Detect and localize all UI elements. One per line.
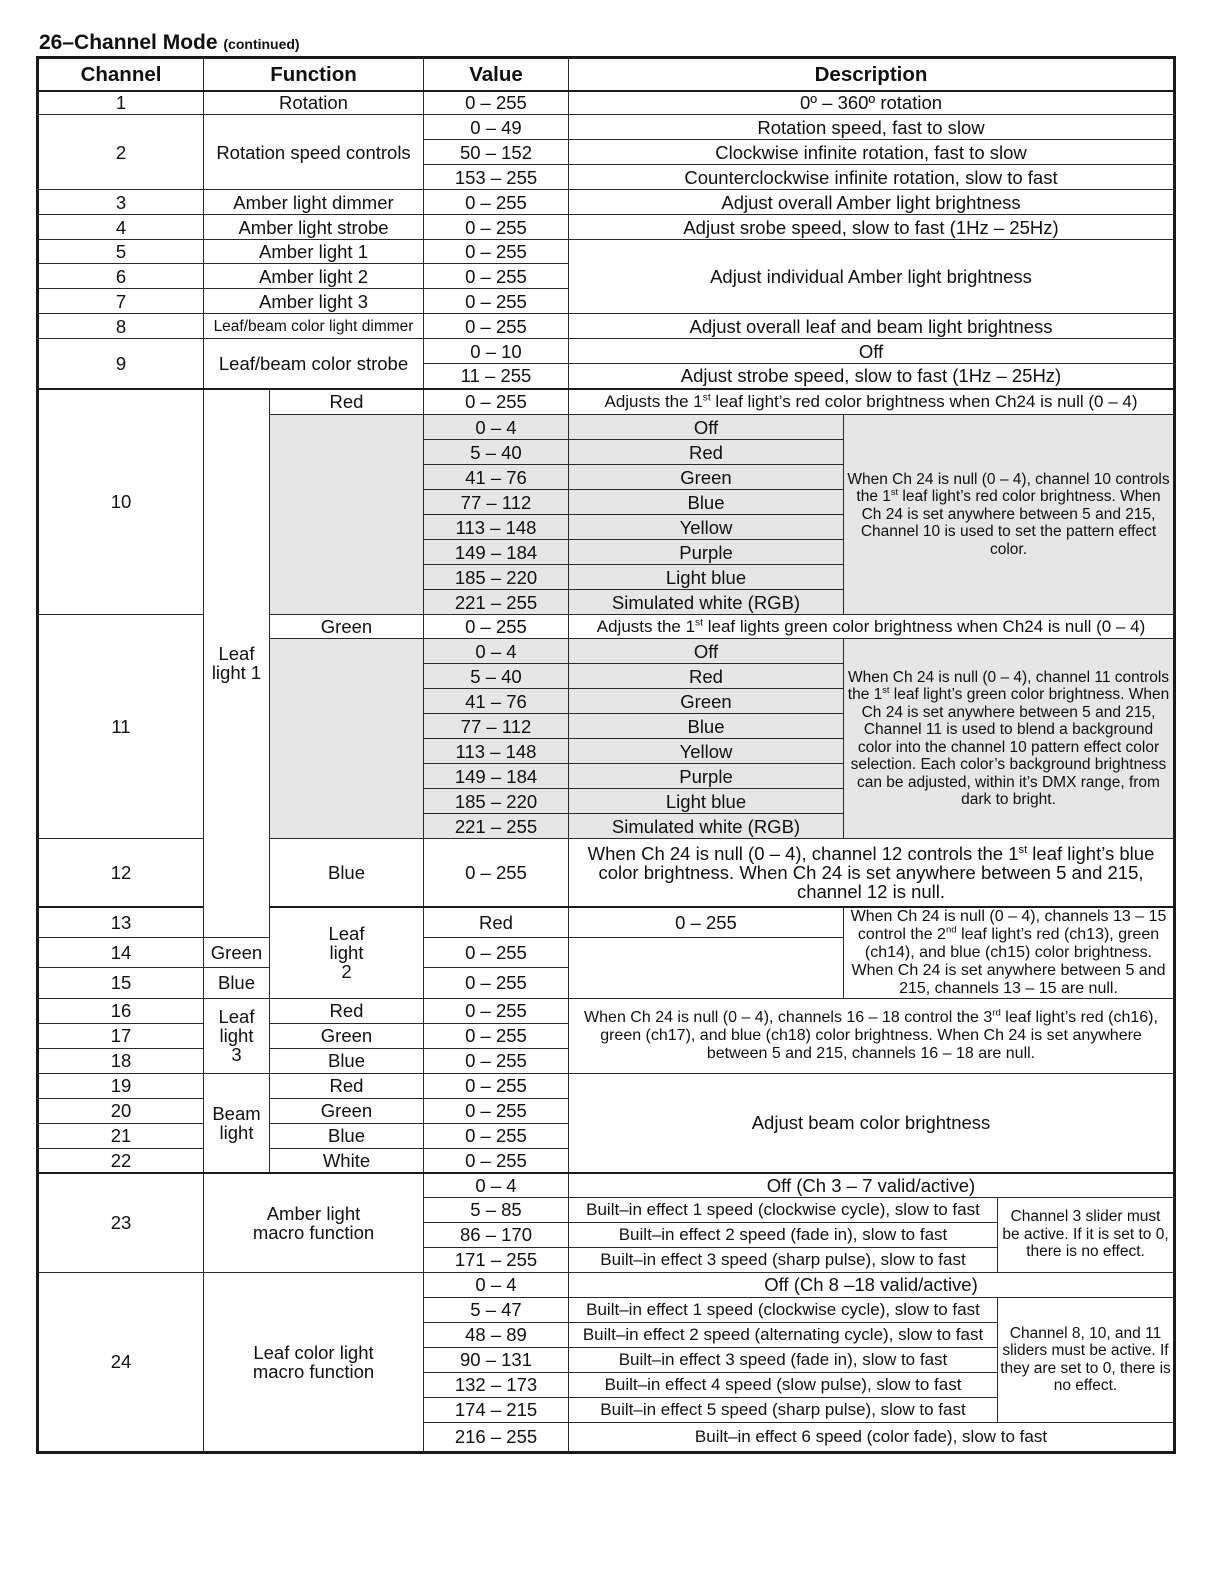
value-cell: 11 – 255 <box>424 364 569 389</box>
table-row <box>38 190 1175 215</box>
value-cell: 50 – 152 <box>424 140 569 165</box>
value-cell: 113 – 148 <box>424 739 569 764</box>
description-cell: Adjust overall Amber light brightness <box>569 190 1175 215</box>
ordinal-suffix: nd <box>945 924 957 936</box>
description-text: When Ch 24 is null (0 – 4), channel 12 controls the 1 <box>587 842 1019 864</box>
group-label: 2 <box>341 961 352 982</box>
color-cell: Green <box>204 937 270 968</box>
table-row <box>38 215 1175 240</box>
value-cell: 0 – 4 <box>424 415 569 440</box>
note-cell: Channel 8, 10, and 11 sliders must be active. If they are set to 0, there is no effect. <box>998 1297 1175 1422</box>
description-cell: Built–in effect 4 speed (slow pulse), slow to fast <box>569 1372 998 1397</box>
value-cell: 221 – 255 <box>424 590 569 615</box>
color-name-cell: Light blue <box>569 789 844 814</box>
function-cell: Rotation speed controls <box>204 115 424 190</box>
value-cell: 132 – 173 <box>424 1372 569 1397</box>
description-cell: Built–in effect 3 speed (fade in), slow to fast <box>569 1347 998 1372</box>
table-row <box>38 389 1175 415</box>
description-cell: Built–in effect 6 speed (color fade), slow to fast <box>569 1422 1175 1452</box>
color-cell: Red <box>270 389 424 415</box>
table-row <box>38 1073 1175 1098</box>
value-cell: 0 – 10 <box>424 339 569 364</box>
channel-cell: 17 <box>38 1023 204 1048</box>
value-cell: 0 – 255 <box>424 839 569 907</box>
function-cell: Leaf/beam color light dimmer <box>204 314 424 339</box>
description-cell <box>569 839 1175 907</box>
channel-cell: 1 <box>38 91 204 115</box>
description-text: When Ch 24 is null (0 – 4), channels 16 – 18 control the 3 <box>584 1008 993 1026</box>
color-name-cell: Red <box>569 664 844 689</box>
group-label: light <box>329 942 364 963</box>
color-name-cell: Green <box>569 465 844 490</box>
value-cell: 185 – 220 <box>424 789 569 814</box>
color-cell: Blue <box>270 1048 424 1073</box>
note-text: When Ch 24 is null (0 – 4), channel 11 controls the 1 <box>847 668 1170 703</box>
beam-light-group <box>204 1073 270 1173</box>
color-name-cell: Yellow <box>569 739 844 764</box>
header-value: Value <box>424 58 569 91</box>
color-name-cell: Green <box>569 689 844 714</box>
table-row <box>38 998 1175 1023</box>
table-row <box>38 115 1175 140</box>
note-cell <box>844 639 1175 839</box>
channel-cell: 4 <box>38 215 204 240</box>
group-label: Leaf <box>218 643 255 664</box>
header-channel: Channel <box>38 58 204 91</box>
value-cell: 0 – 255 <box>424 1023 569 1048</box>
color-cell: Red <box>270 1073 424 1098</box>
group-label: light <box>219 1025 254 1046</box>
value-cell: 0 – 255 <box>424 998 569 1023</box>
value-cell: 0 – 255 <box>424 615 569 639</box>
description-cell: Built–in effect 3 speed (sharp pulse), slow to fast <box>569 1247 998 1272</box>
value-cell: 0 – 255 <box>424 91 569 115</box>
description-cell: Adjust strobe speed, slow to fast (1Hz – 25Hz) <box>569 364 1175 389</box>
blank-shaded-cell <box>270 639 424 839</box>
blank-shaded-cell <box>270 415 424 615</box>
color-name-cell: Blue <box>569 714 844 739</box>
description-cell: Adjust beam color brightness <box>569 1073 1175 1173</box>
channel-cell: 7 <box>38 289 204 314</box>
value-cell: 0 – 49 <box>424 115 569 140</box>
value-cell: 153 – 255 <box>424 165 569 190</box>
value-cell: 48 – 89 <box>424 1322 569 1347</box>
value-cell: 0 – 255 <box>424 215 569 240</box>
function-cell: Amber light 2 <box>204 264 424 289</box>
channel-cell: 15 <box>38 968 204 999</box>
description-cell: Off <box>569 339 1175 364</box>
group-label: 3 <box>231 1044 242 1065</box>
description-cell <box>569 998 1175 1073</box>
value-cell: 5 – 85 <box>424 1197 569 1222</box>
description-text: leaf light’s red color brightness when Ch24 is null (0 – 4) <box>710 392 1138 412</box>
color-name-cell: Purple <box>569 764 844 789</box>
color-name-cell: Simulated white (RGB) <box>569 590 844 615</box>
function-cell: Amber light dimmer <box>204 190 424 215</box>
value-cell: 0 – 255 <box>424 190 569 215</box>
value-cell: 90 – 131 <box>424 1347 569 1372</box>
channel-cell: 14 <box>38 937 204 968</box>
description-cell: Built–in effect 2 speed (fade in), slow to fast <box>569 1222 998 1247</box>
description-cell: Adjust srobe speed, slow to fast (1Hz – 25Hz) <box>569 215 1175 240</box>
dmx-channel-table <box>36 56 1176 1454</box>
description-text: Adjusts the 1 <box>596 617 696 636</box>
color-cell: Blue <box>204 968 270 999</box>
function-text: Amber light <box>266 1202 361 1224</box>
channel-cell: 11 <box>38 615 204 839</box>
description-cell: 0º – 360º rotation <box>569 91 1175 115</box>
function-cell <box>204 1272 424 1452</box>
value-cell: 0 – 255 <box>424 1148 569 1173</box>
channel-cell: 2 <box>38 115 204 190</box>
description-cell: Built–in effect 2 speed (alternating cycle), slow to fast <box>569 1322 998 1347</box>
color-cell: White <box>270 1148 424 1173</box>
value-cell: 86 – 170 <box>424 1222 569 1247</box>
value-cell: 77 – 112 <box>424 490 569 515</box>
function-cell: Rotation <box>204 91 424 115</box>
note-text: leaf light’s green color brightness. When Ch 24 is set anywhere between 5 and 215, Channel 11 is used to blend a background color into the channel 10 pattern effect color selection. Each color’s background brightness can be adjusted, within it’s DMX range, from dark to bright. <box>850 686 1170 808</box>
channel-cell: 9 <box>38 339 204 389</box>
color-cell: Green <box>270 615 424 639</box>
channel-cell: 16 <box>38 998 204 1023</box>
ordinal-suffix: st <box>882 684 890 695</box>
value-cell: 216 – 255 <box>424 1422 569 1452</box>
color-cell: Blue <box>270 839 424 907</box>
description-cell: Rotation speed, fast to slow <box>569 115 1175 140</box>
description-text: leaf light’s red (ch13), green (ch14), and blue (ch15) color brightness. When Ch 24 is set anywhere between 5 and 215, channels 13 – 15 are null. <box>851 925 1166 997</box>
function-cell: Amber light strobe <box>204 215 424 240</box>
channel-cell: 18 <box>38 1048 204 1073</box>
value-cell: 0 – 4 <box>424 1173 569 1197</box>
color-name-cell: Simulated white (RGB) <box>569 814 844 839</box>
note-cell: Channel 3 slider must be active. If it is set to 0, there is no effect. <box>998 1197 1175 1272</box>
description-cell <box>844 907 1175 999</box>
group-label: light <box>219 1121 254 1143</box>
value-cell: 0 – 255 <box>424 240 569 264</box>
note-cell <box>844 415 1175 615</box>
description-text: When Ch 24 is null (0 – 4), channels 13 – 15 control the 2 <box>850 907 1167 943</box>
ordinal-suffix: st <box>695 617 703 629</box>
description-text: leaf light’s red (ch16), green (ch17), and blue (ch18) color brightness. When Ch 24 is set anywhere between 5 and 215, channels 16 – 18 are null. <box>600 1008 1158 1062</box>
value-cell: 171 – 255 <box>424 1247 569 1272</box>
ordinal-suffix: rd <box>992 1007 1001 1019</box>
value-cell: 174 – 215 <box>424 1397 569 1422</box>
description-cell: Built–in effect 1 speed (clockwise cycle), slow to fast <box>569 1197 998 1222</box>
value-cell: 0 – 4 <box>424 1272 569 1297</box>
ordinal-suffix: st <box>1018 843 1028 856</box>
value-cell: 0 – 255 <box>424 314 569 339</box>
function-text: Leaf color light <box>253 1341 374 1363</box>
color-name-cell: Yellow <box>569 515 844 540</box>
value-cell: 0 – 255 <box>424 289 569 314</box>
channel-cell: 8 <box>38 314 204 339</box>
value-cell: 5 – 40 <box>424 664 569 689</box>
value-cell: 0 – 255 <box>424 968 569 999</box>
color-name-cell: Light blue <box>569 565 844 590</box>
value-cell: 41 – 76 <box>424 689 569 714</box>
function-text: macro function <box>252 1360 375 1382</box>
value-cell: 77 – 112 <box>424 714 569 739</box>
description-cell: Adjust individual Amber light brightness <box>569 240 1175 314</box>
value-cell: 5 – 40 <box>424 440 569 465</box>
header-function: Function <box>204 58 424 91</box>
value-cell: 185 – 220 <box>424 565 569 590</box>
channel-cell: 21 <box>38 1123 204 1148</box>
function-cell <box>204 1173 424 1272</box>
function-cell: Amber light 3 <box>204 289 424 314</box>
value-cell: 0 – 255 <box>424 1098 569 1123</box>
header-description: Description <box>569 58 1175 91</box>
color-name-cell: Off <box>569 639 844 664</box>
color-cell: Blue <box>270 1123 424 1148</box>
value-cell: 0 – 255 <box>424 937 569 968</box>
color-name-cell: Purple <box>569 540 844 565</box>
description-text: leaf light’s blue color brightness. When Ch 24 is set anywhere between 5 and 215, channel 12 is null. <box>598 842 1155 902</box>
function-text: macro function <box>252 1221 375 1243</box>
page-title <box>39 31 300 55</box>
channel-cell: 10 <box>38 389 204 615</box>
color-cell: Green <box>270 1098 424 1123</box>
description-cell: Off (Ch 3 – 7 valid/active) <box>569 1173 1175 1197</box>
value-cell: 149 – 184 <box>424 764 569 789</box>
group-label: Leaf <box>328 923 365 944</box>
description-cell: Off (Ch 8 –18 valid/active) <box>569 1272 1175 1297</box>
description-cell: Clockwise infinite rotation, fast to slow <box>569 140 1175 165</box>
channel-cell: 5 <box>38 240 204 264</box>
description-cell: Counterclockwise infinite rotation, slow to fast <box>569 165 1175 190</box>
value-cell: 113 – 148 <box>424 515 569 540</box>
value-cell: 0 – 255 <box>424 1123 569 1148</box>
table-row <box>38 339 1175 364</box>
page-title-text: 26–Channel Mode <box>39 31 218 54</box>
description-cell <box>569 615 1175 639</box>
value-cell: 0 – 255 <box>424 1048 569 1073</box>
value-cell: 0 – 255 <box>424 264 569 289</box>
value-cell: 5 – 47 <box>424 1297 569 1322</box>
group-label: Beam <box>212 1102 261 1124</box>
channel-cell: 3 <box>38 190 204 215</box>
description-cell: Built–in effect 1 speed (clockwise cycle), slow to fast <box>569 1297 998 1322</box>
description-cell <box>569 389 1175 415</box>
channel-cell: 6 <box>38 264 204 289</box>
value-cell: 0 – 255 <box>424 1073 569 1098</box>
channel-cell: 20 <box>38 1098 204 1123</box>
value-cell: 0 – 255 <box>569 907 844 938</box>
table-row <box>38 1272 1175 1297</box>
channel-cell: 19 <box>38 1073 204 1098</box>
page-title-suffix: (continued) <box>223 36 300 52</box>
color-cell: Green <box>270 1023 424 1048</box>
leaf-light-2-group <box>270 907 424 999</box>
table-row <box>38 314 1175 339</box>
group-label: light 1 <box>211 662 262 683</box>
value-cell: 149 – 184 <box>424 540 569 565</box>
leaf-light-1-group <box>204 389 270 938</box>
channel-cell: 13 <box>38 907 204 938</box>
note-text: leaf light’s red color brightness. When Ch 24 is set anywhere between 5 and 215, Channel 10 is used to set the pattern effect color. <box>860 488 1161 558</box>
description-cell: Built–in effect 5 speed (sharp pulse), slow to fast <box>569 1397 998 1422</box>
table-header-row <box>38 58 1175 91</box>
group-label: Leaf <box>218 1006 255 1027</box>
note-text: When Ch 24 is null (0 – 4), channel 10 controls the 1 <box>847 470 1170 506</box>
channel-cell: 24 <box>38 1272 204 1452</box>
function-cell: Leaf/beam color strobe <box>204 339 424 389</box>
channel-cell: 22 <box>38 1148 204 1173</box>
description-text: leaf lights green color brightness when Ch24 is null (0 – 4) <box>702 617 1146 636</box>
color-cell: Red <box>270 998 424 1023</box>
ordinal-suffix: st <box>890 487 899 498</box>
value-cell: 0 – 4 <box>424 639 569 664</box>
value-cell: 221 – 255 <box>424 814 569 839</box>
table-row <box>38 91 1175 115</box>
function-cell: Amber light 1 <box>204 240 424 264</box>
channel-cell: 12 <box>38 839 204 907</box>
channel-cell: 23 <box>38 1173 204 1272</box>
leaf-light-3-group <box>204 998 270 1073</box>
table-row <box>38 1173 1175 1197</box>
description-text: Adjusts the 1 <box>604 392 703 412</box>
table-row <box>38 240 1175 264</box>
value-cell: 41 – 76 <box>424 465 569 490</box>
ordinal-suffix: st <box>702 392 711 404</box>
description-cell: Adjust overall leaf and beam light brightness <box>569 314 1175 339</box>
color-cell: Red <box>424 907 569 938</box>
color-name-cell: Red <box>569 440 844 465</box>
color-name-cell: Blue <box>569 490 844 515</box>
value-cell: 0 – 255 <box>424 389 569 415</box>
color-name-cell: Off <box>569 415 844 440</box>
